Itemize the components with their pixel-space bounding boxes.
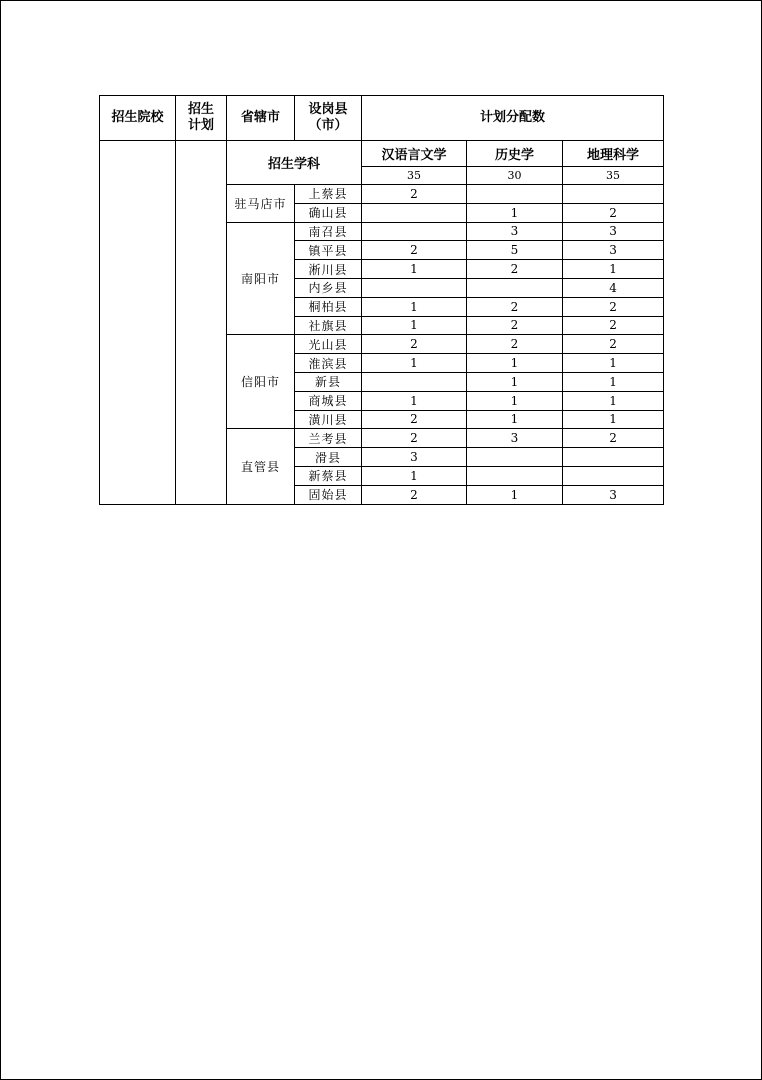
county-cell: 光山县	[295, 335, 362, 354]
allocation-cell: 2	[467, 260, 563, 279]
allocation-cell	[362, 278, 467, 297]
allocation-cell: 1	[362, 466, 467, 485]
county-cell: 商城县	[295, 391, 362, 410]
plan-cell	[176, 141, 227, 505]
allocation-cell: 1	[563, 372, 664, 391]
allocation-cell: 1	[563, 354, 664, 373]
allocation-cell	[563, 185, 664, 204]
allocation-cell: 2	[563, 203, 664, 222]
header-row	[100, 96, 664, 141]
allocation-cell: 3	[467, 222, 563, 241]
allocation-cell: 1	[362, 260, 467, 279]
subject-name: 历史学	[467, 141, 563, 167]
allocation-cell: 2	[362, 410, 467, 429]
subject-name: 汉语言文学	[362, 141, 467, 167]
county-cell: 新县	[295, 372, 362, 391]
allocation-cell: 2	[362, 485, 467, 504]
allocation-cell	[467, 448, 563, 467]
allocation-cell: 2	[467, 316, 563, 335]
allocation-cell: 2	[563, 316, 664, 335]
county-cell: 淅川县	[295, 260, 362, 279]
allocation-cell: 1	[563, 410, 664, 429]
city-cell: 驻马店市	[227, 185, 295, 223]
header-plan-text: 招生计划	[187, 102, 214, 133]
allocation-cell: 2	[563, 297, 664, 316]
allocation-cell: 1	[563, 260, 664, 279]
allocation-cell: 1	[362, 354, 467, 373]
header-county-line2: （市）	[308, 118, 348, 133]
allocation-cell	[467, 185, 563, 204]
city-cell: 南阳市	[227, 222, 295, 335]
header-city: 省辖市	[227, 96, 295, 141]
subject-name: 地理科学	[563, 141, 664, 167]
allocation-cell	[362, 203, 467, 222]
city-cell: 直管县	[227, 429, 295, 504]
county-cell: 固始县	[295, 485, 362, 504]
allocation-cell: 2	[563, 429, 664, 448]
county-cell: 新蔡县	[295, 466, 362, 485]
county-cell: 南召县	[295, 222, 362, 241]
allocation-cell	[563, 448, 664, 467]
allocation-cell: 2	[467, 335, 563, 354]
allocation-cell: 1	[467, 203, 563, 222]
allocation-cell: 1	[362, 391, 467, 410]
subject-label: 招生学科	[227, 141, 362, 185]
allocation-cell	[563, 466, 664, 485]
allocation-cell: 2	[362, 185, 467, 204]
county-cell: 确山县	[295, 203, 362, 222]
allocation-cell: 1	[467, 372, 563, 391]
subject-row	[100, 141, 664, 167]
county-cell: 桐柏县	[295, 297, 362, 316]
allocation-cell: 1	[563, 391, 664, 410]
subject-total: 30	[467, 167, 563, 185]
allocation-cell	[467, 278, 563, 297]
school-cell	[100, 141, 176, 505]
allocation-cell: 2	[467, 297, 563, 316]
allocation-cell: 5	[467, 241, 563, 260]
allocation-cell: 1	[467, 391, 563, 410]
county-cell: 淮滨县	[295, 354, 362, 373]
subject-total: 35	[563, 167, 664, 185]
header-plan	[176, 96, 227, 141]
allocation-cell: 3	[467, 429, 563, 448]
county-cell: 滑县	[295, 448, 362, 467]
allocation-cell: 4	[563, 278, 664, 297]
allocation-cell: 1	[362, 297, 467, 316]
allocation-cell: 1	[467, 485, 563, 504]
allocation-cell: 2	[362, 241, 467, 260]
allocation-cell: 1	[362, 316, 467, 335]
county-cell: 社旗县	[295, 316, 362, 335]
county-cell: 上蔡县	[295, 185, 362, 204]
county-cell: 潢川县	[295, 410, 362, 429]
allocation-table	[99, 95, 664, 505]
allocation-cell: 2	[563, 335, 664, 354]
city-cell: 信阳市	[227, 335, 295, 429]
allocation-cell: 2	[362, 429, 467, 448]
allocation-cell: 1	[467, 410, 563, 429]
allocation-cell	[362, 372, 467, 391]
header-county	[295, 96, 362, 141]
county-cell: 兰考县	[295, 429, 362, 448]
subject-total: 35	[362, 167, 467, 185]
header-county-line1: 设岗县	[308, 102, 348, 117]
allocation-cell: 1	[467, 354, 563, 373]
allocation-cell: 3	[563, 485, 664, 504]
allocation-cell	[362, 222, 467, 241]
allocation-cell: 3	[362, 448, 467, 467]
allocation-cell: 3	[563, 222, 664, 241]
allocation-cell: 2	[362, 335, 467, 354]
county-cell: 内乡县	[295, 278, 362, 297]
allocation-cell	[467, 466, 563, 485]
allocation-cell: 3	[563, 241, 664, 260]
county-cell: 镇平县	[295, 241, 362, 260]
header-allocation: 计划分配数	[362, 96, 664, 141]
header-school: 招生院校	[100, 96, 176, 141]
